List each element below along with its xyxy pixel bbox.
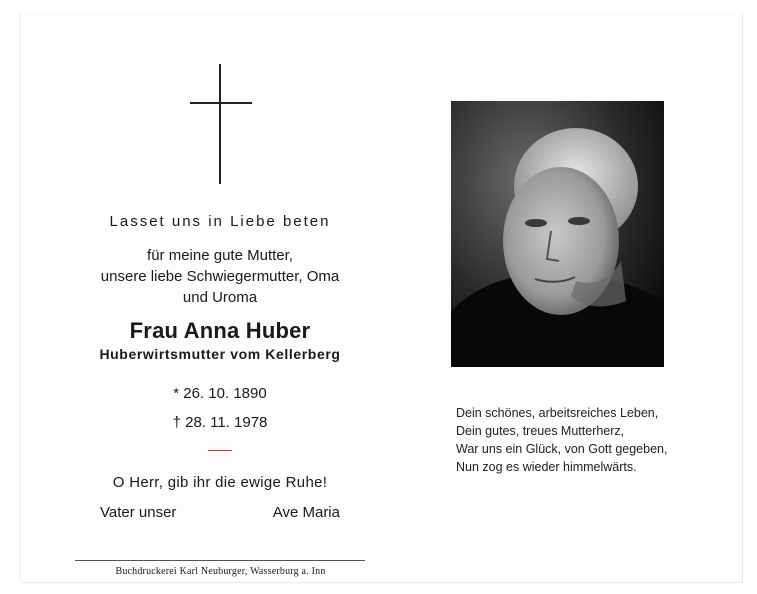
prayer-vater-unser: Vater unser — [100, 504, 177, 521]
dedication-line: und Uroma — [182, 289, 258, 306]
divider — [208, 450, 232, 451]
verse-line: War uns ein Glück, von Gott gegeben, — [456, 442, 668, 456]
verse-line: Nun zog es wieder himmelwärts. — [456, 460, 637, 474]
dedication-line: für meine gute Mutter, — [147, 247, 293, 264]
dedication-line: unsere liebe Schwiegermutter, Oma — [100, 268, 340, 285]
cross-icon — [190, 64, 252, 184]
deceased-name: Frau Anna Huber — [129, 318, 311, 343]
deceased-subtitle: Huberwirtsmutter vom Kellerberg — [99, 346, 341, 362]
verse-line: Dein schönes, arbeitsreiches Leben, — [456, 406, 659, 420]
death-date: † 28. 11. 1978 — [172, 414, 268, 431]
prayer-text: O Herr, gib ihr die ewige Ruhe! — [112, 474, 328, 491]
prayer-ave-maria: Ave Maria — [272, 504, 340, 521]
verse-line: Dein gutes, treues Mutterherz, — [456, 424, 625, 438]
memorial-verse — [456, 404, 716, 476]
intro-text: Lasset uns in Liebe beten — [109, 213, 331, 230]
printer-imprint: Buchdruckerei Karl Neuburger, Wasserburg a. Inn — [115, 566, 326, 577]
life-dates — [80, 379, 360, 437]
footer-rule — [75, 560, 365, 561]
portrait-photo — [451, 101, 664, 367]
dedication — [80, 245, 360, 308]
birth-date: * 26. 10. 1890 — [173, 385, 267, 402]
